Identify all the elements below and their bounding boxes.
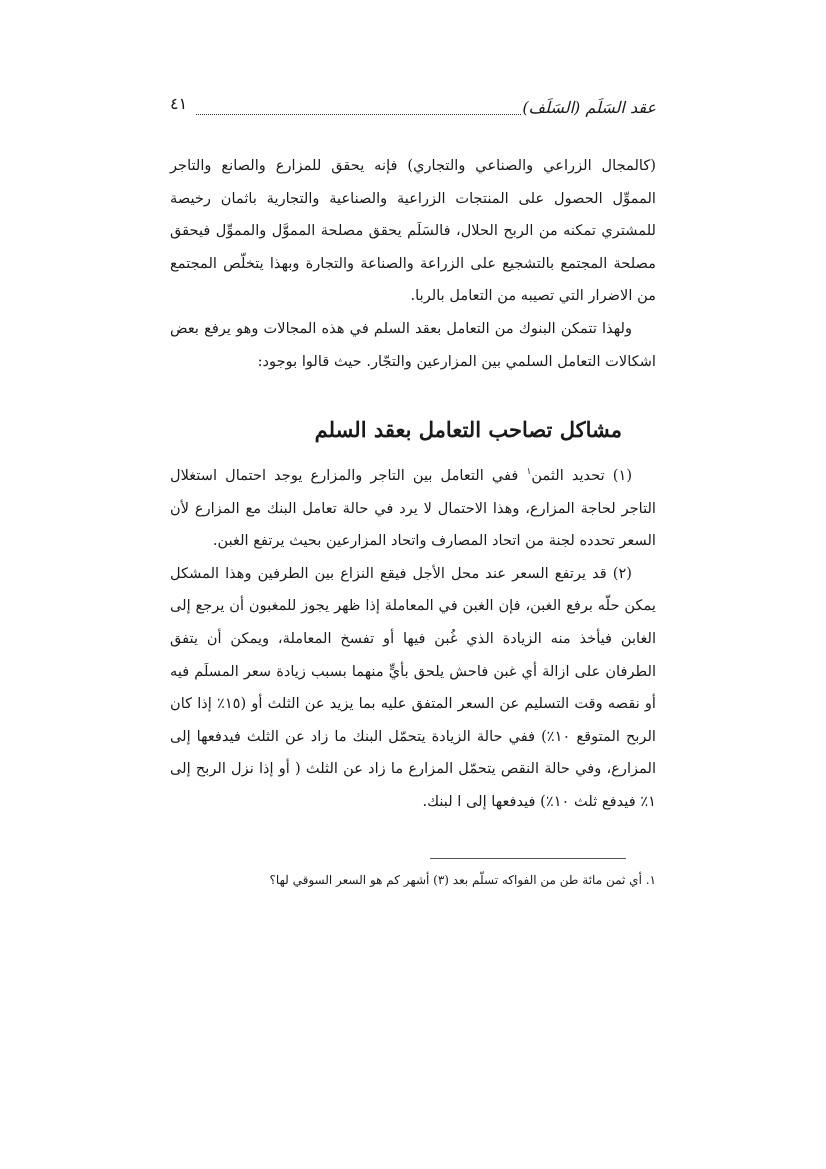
issue1-body: ففي التعامل بين التاجر والمزارع يوجد احتمال استغلال التاجر لحاجة المزارع، وهذا الاحتمال لا يرد في حالة تعامل البنك مع المزارع لأن السعر تحدده لجنة من اتحاد المصارف واتحاد المزارعين بحيث يرتفع الغبن.: [170, 467, 656, 550]
paragraph-benefits: (كالمجال الزراعي والصناعي والتجاري) فإنه يحقق للمزارع والصانع والتاجر المموِّل الحصول على المنتجات الزراعية والصناعية والتجارية باثمان رخيصة للمشتري تمكنه من الربح الحلال، فالسَلَم يحقق مصلحة المموَّل والمموِّل فيحقق مصلحة المجتمع بالتشجيع على الزراعة والصناعة والتجارة وبهذا يتخلّص المجتمع من الاضرار التي تصيبه من التعامل بالربا.: [170, 157, 656, 305]
issue-price-setting: [170, 460, 656, 558]
intro-text: [170, 150, 656, 378]
footnote-marker: ١: [526, 467, 532, 478]
dot-leader: [196, 114, 521, 115]
issues-text: [170, 460, 656, 819]
issue-price-change: (٢) قد يرتفع السعر عند محل الأجل فيقع النزاع بين الطرفين وهذا المشكل يمكن حلّه برفع الغبن، فإن الغبن في المعاملة إذا ظهر يجوز للمغبون أن يرجع إلى الغابن فيأخذ منه الزيادة الذي غُبن فيها أو تفسخ المعاملة، ويمكن أن يتفق الطرفان على ازالة أي غبن فاحش يلحق بأيٍّ منهما بسبب زيادة سعر المسلَم فيه أو نقصه وقت التسليم عن السعر المتفق عليه بما يزيد عن الثلث أو (١٥٪ إذا كان الربح المتوقع ١٠٪) ففي حالة الزيادة يتحمّل البنك ما زاد عن الثلث فيدفعها إلى المزارع، وفي حالة النقص يتحمّل المزارع ما زاد عن الثلث ( أو إذا نزل الربح إلى ١٪ فيدفع ثلث ١٠٪) فيدفعها إلى ا لبنك.: [170, 564, 656, 810]
page-number: ٤١: [170, 94, 188, 113]
footnote-separator: [430, 858, 626, 859]
section-heading: مشاكل تصاحب التعامل بعقد السلم: [314, 417, 622, 442]
footnote: ١. أي ثمن مائة طن من الفواكه تسلّم بعد (٣) أشهر كم هو السعر السوقي لها؟: [269, 873, 656, 887]
running-header: [170, 92, 656, 126]
paragraph-banks: ولهذا تتمكن البنوك من التعامل بعقد السلم في هذه المجالات وهو يرفع بعض اشكالات التعامل السلمي بين المزارعين والتجّار. حيث قالوا بوجود:: [170, 319, 656, 370]
issue1-lead: (١) تحديد الثمن: [531, 467, 633, 484]
running-header-title: عقد السَلَم (السَلَف): [522, 98, 656, 117]
